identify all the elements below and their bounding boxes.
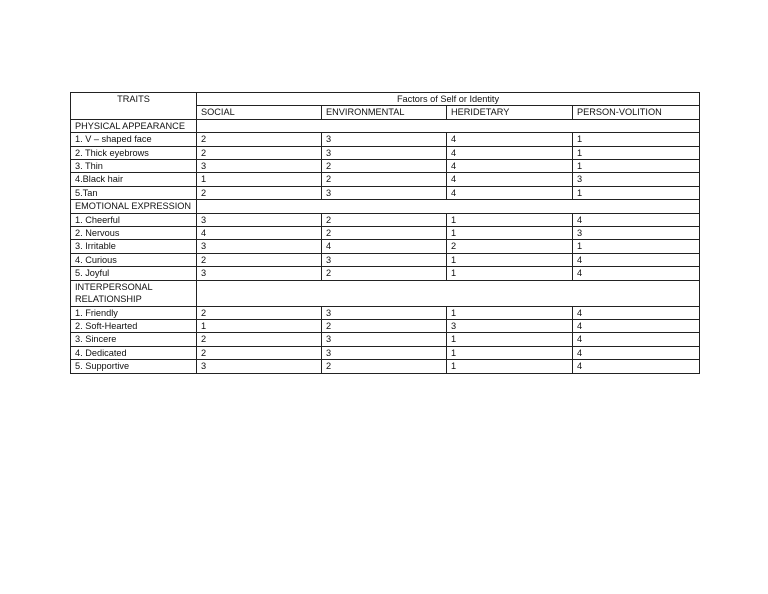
score-heridetary: 4 (447, 173, 573, 186)
score-person-volition: 4 (573, 319, 700, 332)
score-environmental: 2 (322, 160, 447, 173)
score-person-volition: 4 (573, 267, 700, 280)
table-row (71, 213, 700, 226)
score-environmental: 3 (322, 133, 447, 146)
score-social: 4 (197, 227, 322, 240)
score-heridetary: 1 (447, 267, 573, 280)
column-header-person-volition: PERSON-VOLITION (573, 106, 700, 119)
score-environmental: 2 (322, 360, 447, 373)
score-person-volition: 1 (573, 146, 700, 159)
table-row (71, 333, 700, 346)
score-heridetary: 2 (447, 240, 573, 253)
score-person-volition: 4 (573, 213, 700, 226)
score-social: 3 (197, 160, 322, 173)
score-social: 3 (197, 213, 322, 226)
score-environmental: 2 (322, 267, 447, 280)
section-row (71, 200, 700, 213)
header-row (71, 93, 700, 106)
trait-name: 1. V – shaped face (71, 133, 197, 146)
score-environmental: 3 (322, 333, 447, 346)
score-environmental: 4 (322, 240, 447, 253)
trait-name: 1. Friendly (71, 306, 197, 319)
score-social: 2 (197, 333, 322, 346)
trait-name: 2. Nervous (71, 227, 197, 240)
score-heridetary: 4 (447, 133, 573, 146)
score-social: 1 (197, 173, 322, 186)
table-row (71, 253, 700, 266)
score-heridetary: 1 (447, 227, 573, 240)
section-title: PHYSICAL APPEARANCE (71, 119, 197, 132)
table-row (71, 360, 700, 373)
score-person-volition: 4 (573, 253, 700, 266)
trait-name: 5. Supportive (71, 360, 197, 373)
score-heridetary: 1 (447, 360, 573, 373)
table-row (71, 173, 700, 186)
section-row (71, 119, 700, 132)
score-social: 2 (197, 133, 322, 146)
score-social: 2 (197, 253, 322, 266)
score-social: 2 (197, 186, 322, 199)
score-social: 3 (197, 240, 322, 253)
trait-name: 3. Thin (71, 160, 197, 173)
score-person-volition: 4 (573, 306, 700, 319)
table-row (71, 146, 700, 159)
trait-name: 4. Curious (71, 253, 197, 266)
traits-table (70, 92, 700, 374)
score-environmental: 3 (322, 346, 447, 359)
score-social: 3 (197, 360, 322, 373)
score-social: 2 (197, 146, 322, 159)
trait-name: 1. Cheerful (71, 213, 197, 226)
table-row (71, 346, 700, 359)
table-row (71, 186, 700, 199)
score-heridetary: 3 (447, 319, 573, 332)
score-heridetary: 4 (447, 146, 573, 159)
score-person-volition: 1 (573, 186, 700, 199)
section-spacer (197, 200, 700, 213)
score-heridetary: 4 (447, 160, 573, 173)
table-row (71, 133, 700, 146)
score-heridetary: 1 (447, 346, 573, 359)
score-person-volition: 3 (573, 227, 700, 240)
trait-name: 2. Thick eyebrows (71, 146, 197, 159)
table-row (71, 160, 700, 173)
score-environmental: 3 (322, 186, 447, 199)
traits-header: TRAITS (71, 93, 197, 120)
trait-name: 5. Joyful (71, 267, 197, 280)
score-person-volition: 4 (573, 333, 700, 346)
score-heridetary: 1 (447, 333, 573, 346)
column-header-heridetary: HERIDETARY (447, 106, 573, 119)
table-row (71, 267, 700, 280)
trait-name: 3. Sincere (71, 333, 197, 346)
score-person-volition: 3 (573, 173, 700, 186)
table-row (71, 240, 700, 253)
score-person-volition: 4 (573, 360, 700, 373)
score-person-volition: 1 (573, 160, 700, 173)
score-person-volition: 1 (573, 240, 700, 253)
section-spacer (197, 280, 700, 306)
score-environmental: 3 (322, 306, 447, 319)
score-social: 1 (197, 319, 322, 332)
score-social: 2 (197, 306, 322, 319)
section-row (71, 280, 700, 306)
trait-name: 2. Soft-Hearted (71, 319, 197, 332)
section-title: EMOTIONAL EXPRESSION (71, 200, 197, 213)
score-social: 2 (197, 346, 322, 359)
score-person-volition: 1 (573, 133, 700, 146)
score-environmental: 3 (322, 253, 447, 266)
trait-name: 3. Irritable (71, 240, 197, 253)
score-environmental: 2 (322, 213, 447, 226)
score-social: 3 (197, 267, 322, 280)
factors-header: Factors of Self or Identity (197, 93, 700, 106)
score-environmental: 2 (322, 227, 447, 240)
score-person-volition: 4 (573, 346, 700, 359)
trait-name: 4.Black hair (71, 173, 197, 186)
trait-name: 4. Dedicated (71, 346, 197, 359)
column-header-social: SOCIAL (197, 106, 322, 119)
score-heridetary: 1 (447, 306, 573, 319)
column-header-environmental: ENVIRONMENTAL (322, 106, 447, 119)
score-heridetary: 1 (447, 213, 573, 226)
score-heridetary: 1 (447, 253, 573, 266)
table-row (71, 319, 700, 332)
table-row (71, 306, 700, 319)
section-spacer (197, 119, 700, 132)
score-environmental: 2 (322, 319, 447, 332)
score-heridetary: 4 (447, 186, 573, 199)
traits-table-body (71, 93, 700, 374)
section-title: INTERPERSONAL RELATIONSHIP (71, 280, 197, 306)
score-environmental: 3 (322, 146, 447, 159)
score-environmental: 2 (322, 173, 447, 186)
table-row (71, 227, 700, 240)
trait-name: 5.Tan (71, 186, 197, 199)
